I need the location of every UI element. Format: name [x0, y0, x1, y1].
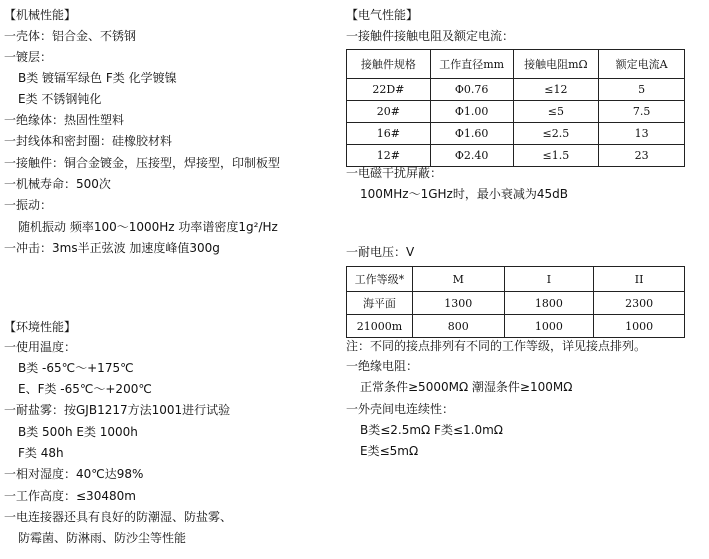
table-cell: Φ1.60 [430, 123, 513, 145]
voltage-note: 注：不同的接点排列有不同的工作等级，详见接点排列。 [346, 339, 647, 353]
table-cell: ≤12 [513, 79, 599, 101]
table-cell: 21000m [347, 315, 413, 338]
table-cell: 7.5 [599, 101, 685, 123]
table-cell: 海平面 [347, 292, 413, 315]
emi-detail: 100MHz～1GHz时，最小衰减为45dB [360, 187, 568, 201]
env-temp-b: B类 -65℃～+175℃ [18, 361, 134, 375]
elec-heading: 【电气性能】 [346, 8, 419, 22]
env-extra-1: 一电连接器还具有良好的防潮湿、防盐雾、 [4, 510, 233, 524]
table-cell: ≤1.5 [513, 145, 599, 167]
table-cell: Φ2.40 [430, 145, 513, 167]
insulation-detail: 正常条件≥5000MΩ 潮湿条件≥100MΩ [360, 380, 573, 394]
contact-title: 一接触件接触电阻及额定电流： [346, 29, 515, 43]
table-cell: 800 [412, 315, 504, 338]
voltage-table-header [347, 267, 685, 292]
voltage-header-cell: II [594, 267, 685, 292]
contact-header-cell: 额定电流A [599, 50, 685, 79]
mech-heading: 【机械性能】 [4, 8, 77, 22]
env-humidity: 一相对湿度：40℃达98% [4, 467, 144, 481]
voltage-header-cell: 工作等级* [347, 267, 413, 292]
env-salt-f: F类 48h [18, 446, 64, 460]
table-cell: 22D# [347, 79, 431, 101]
table-row [347, 292, 685, 315]
continuity-e: E类≤5mΩ [360, 444, 419, 458]
env-salt-be: B类 500h E类 1000h [18, 425, 138, 439]
mech-insulator: 一绝缘体：热固性塑料 [4, 113, 125, 127]
table-cell: 23 [599, 145, 685, 167]
table-cell: 2300 [594, 292, 685, 315]
emi-title: 一电磁干扰屏蔽： [346, 166, 443, 180]
table-row [347, 315, 685, 338]
mech-contacts: 一接触件：铜合金镀金，压接型，焊接型，印制板型 [4, 156, 281, 170]
table-cell: 12# [347, 145, 431, 167]
mech-plating-e: E类 不锈钢钝化 [18, 92, 102, 106]
voltage-title: 一耐电压：V [346, 245, 415, 259]
continuity-title: 一外壳间电连续性： [346, 402, 455, 416]
mech-vibration-detail: 随机振动 频率100～1000Hz 功率谱密度1g²/Hz [18, 220, 278, 234]
env-salt: 一耐盐雾：按GJB1217方法1001进行试验 [4, 403, 231, 417]
mech-life: 一机械寿命：500次 [4, 177, 111, 191]
mech-housing: 一壳体：铝合金、不锈钢 [4, 29, 137, 43]
table-cell: 13 [599, 123, 685, 145]
table-row [347, 101, 685, 123]
voltage-header-cell: I [504, 267, 594, 292]
voltage-header-cell: M [412, 267, 504, 292]
table-cell: ≤2.5 [513, 123, 599, 145]
table-cell: ≤5 [513, 101, 599, 123]
table-row [347, 123, 685, 145]
table-cell: 1300 [412, 292, 504, 315]
env-temp-ef: E、F类 -65℃～+200℃ [18, 382, 152, 396]
env-temp: 一使用温度： [4, 340, 77, 354]
table-cell: 1800 [504, 292, 594, 315]
table-cell: Φ0.76 [430, 79, 513, 101]
table-cell: 5 [599, 79, 685, 101]
continuity-bf: B类≤2.5mΩ F类≤1.0mΩ [360, 423, 503, 437]
contact-table [346, 49, 685, 167]
mech-plating-b: B类 镀镉军绿色 F类 化学镀镍 [18, 71, 177, 85]
contact-header-cell: 接触电阻mΩ [513, 50, 599, 79]
env-altitude: 一工作高度：≤30480m [4, 489, 136, 503]
mech-plating: 一镀层： [4, 50, 53, 64]
mech-shock: 一冲击：3ms半正弦波 加速度峰值300g [4, 241, 220, 255]
env-extra-2: 防霉菌、防淋雨、防沙尘等性能 [18, 531, 187, 545]
mech-vibration: 一振动： [4, 198, 53, 212]
contact-header-cell: 接触件规格 [347, 50, 431, 79]
insulation-title: 一绝缘电阻： [346, 359, 419, 373]
table-cell: Φ1.00 [430, 101, 513, 123]
table-cell: 16# [347, 123, 431, 145]
env-heading: 【环境性能】 [4, 320, 77, 334]
contact-header-cell: 工作直径mm [430, 50, 513, 79]
table-row [347, 79, 685, 101]
contact-table-header [347, 50, 685, 79]
table-cell: 1000 [504, 315, 594, 338]
voltage-table [346, 266, 685, 338]
table-cell: 20# [347, 101, 431, 123]
mech-seal: 一封线体和密封圈：硅橡胶材料 [4, 134, 173, 148]
table-cell: 1000 [594, 315, 685, 338]
